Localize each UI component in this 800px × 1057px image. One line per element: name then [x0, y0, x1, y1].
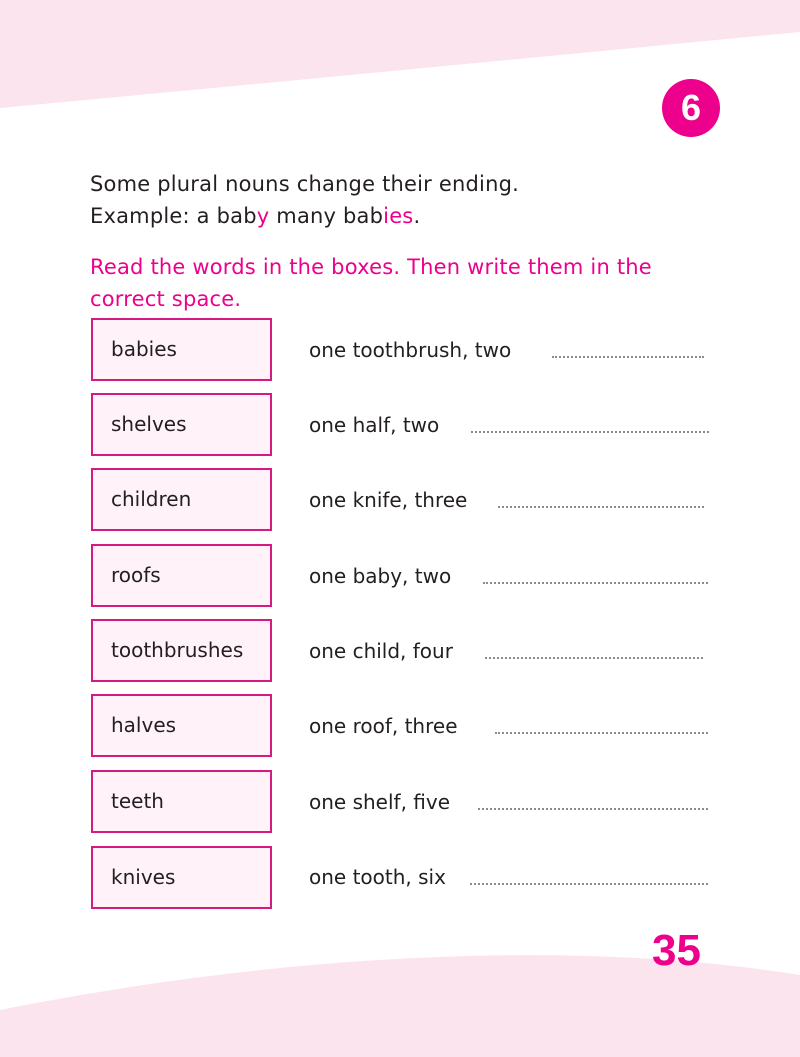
- example-plural: [276, 204, 420, 228]
- sentence-prompt: one shelf, five: [309, 790, 451, 814]
- example-singular-ending: y: [256, 204, 270, 228]
- example-period: .: [413, 204, 421, 228]
- word-box[interactable]: teeth: [91, 770, 272, 833]
- answer-blank[interactable]: [483, 582, 708, 584]
- intro-text: [90, 168, 519, 232]
- intro-line: Some plural nouns change their ending.: [90, 172, 519, 196]
- sentence-prompt: one half, two: [309, 413, 440, 437]
- example-plural-ending: ies: [383, 204, 414, 228]
- sentence-prompt: one baby, two: [309, 564, 452, 588]
- answer-blank[interactable]: [478, 808, 708, 810]
- instruction-text: Read the words in the boxes. Then write them in the correct space.: [90, 255, 652, 311]
- unit-number-badge: 6: [662, 79, 720, 137]
- word-box[interactable]: children: [91, 468, 272, 531]
- word-box[interactable]: shelves: [91, 393, 272, 456]
- word-box[interactable]: halves: [91, 694, 272, 757]
- example-line: [90, 200, 519, 232]
- sentence-prompt: one roof, three: [309, 714, 458, 738]
- answer-blank[interactable]: [552, 356, 704, 358]
- answer-blank[interactable]: [470, 883, 708, 885]
- answer-blank[interactable]: [485, 657, 703, 659]
- word-box[interactable]: toothbrushes: [91, 619, 272, 682]
- sentence-prompt: one child, four: [309, 639, 453, 663]
- answer-blank[interactable]: [495, 732, 708, 734]
- example-singular: [197, 204, 270, 228]
- example-singular-stem: a bab: [196, 204, 257, 228]
- word-box[interactable]: babies: [91, 318, 272, 381]
- sentence-prompt: one knife, three: [309, 488, 468, 512]
- example-label: Example:: [90, 204, 190, 228]
- word-box[interactable]: roofs: [91, 544, 272, 607]
- example-plural-stem: many bab: [276, 204, 384, 228]
- answer-blank[interactable]: [471, 431, 709, 433]
- sentence-prompt: one tooth, six: [309, 865, 446, 889]
- answer-blank[interactable]: [498, 506, 704, 508]
- page-number: 35: [652, 926, 701, 975]
- word-box[interactable]: knives: [91, 846, 272, 909]
- sentence-prompt: one toothbrush, two: [309, 338, 512, 362]
